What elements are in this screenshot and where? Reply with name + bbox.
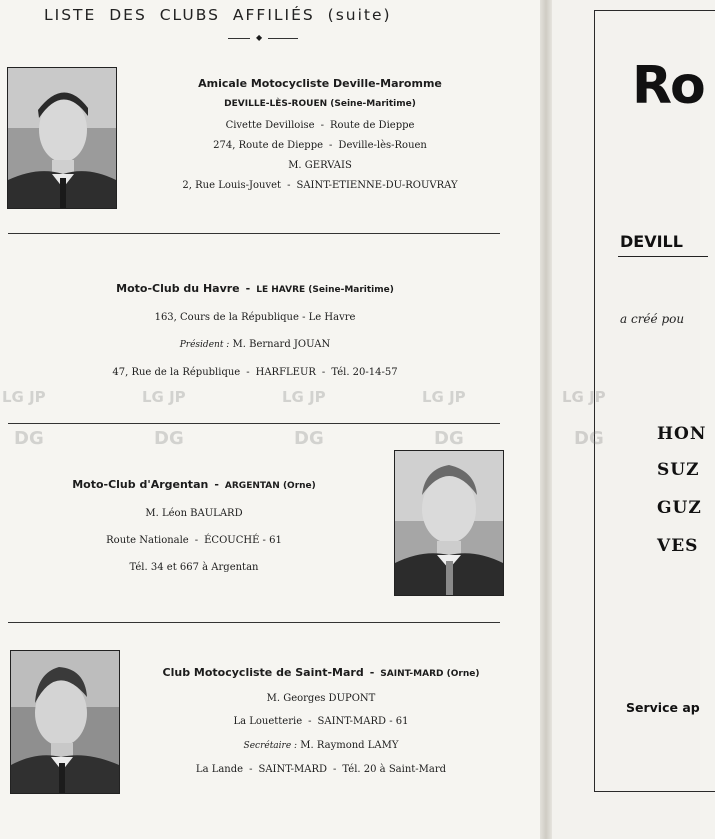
club4-address [125, 715, 517, 728]
watermark-mark: DG [574, 428, 604, 449]
club3-portrait-photo [394, 450, 504, 596]
dash: - [321, 367, 326, 378]
dash: - [214, 478, 219, 491]
club2-header [30, 282, 480, 297]
club4-role: Secrétaire : [243, 741, 298, 751]
club1-portrait-photo [7, 67, 117, 209]
club3-line2-b: ÉCOUCHÉ - 61 [204, 535, 282, 546]
club1-line4-b: SAINT-ETIENNE-DU-ROUVRAY [296, 180, 458, 191]
club2-president-name: M. Bernard JOUAN [232, 339, 331, 350]
advert-heading: Ro [632, 56, 704, 116]
club3-contact-name: M. Léon BAULARD [145, 508, 243, 519]
dash: - [308, 716, 312, 727]
club3-address [14, 534, 374, 547]
watermark-logo: LG JP [142, 388, 186, 406]
watermark-logo: LG JP [2, 388, 46, 406]
watermark-band [0, 388, 700, 448]
club1-line2-a: 274, Route de Dieppe [213, 140, 324, 151]
advert-script-text: a créé pou [620, 312, 685, 326]
dash: - [320, 120, 324, 131]
dash: - [369, 666, 375, 679]
club3-name: Moto-Club d'Argentan [72, 478, 209, 491]
watermark-mark: DG [294, 428, 324, 449]
dash: - [245, 282, 251, 295]
dash: - [246, 367, 250, 378]
club4-line2-a: La Louetterie [233, 716, 303, 727]
advert-footer: Service ap [626, 700, 700, 715]
club3-header [14, 478, 374, 493]
club1-address-line2 [130, 139, 510, 152]
dash: - [329, 140, 333, 151]
club4-line4-a: La Lande [195, 764, 244, 775]
advert-brand: SUZ [657, 460, 700, 480]
dash: - [194, 535, 199, 546]
club4-line4-c: Tél. 20 à Saint-Mard [342, 764, 447, 775]
club2-role: Président : [179, 340, 230, 350]
club4-line4-b: SAINT-MARD [258, 764, 328, 775]
club3-line2-a: Route Nationale [106, 535, 189, 546]
club4-contact-name: M. Georges DUPONT [266, 693, 376, 704]
advert-brand: HON [657, 424, 707, 444]
divider [8, 233, 500, 234]
title-ornament: ◆ [228, 38, 298, 40]
club4-city: SAINT-MARD (Orne) [380, 669, 480, 679]
club2-line3-a: 47, Rue de la République [112, 367, 241, 378]
watermark-logo: LG JP [422, 388, 466, 406]
divider [8, 622, 500, 623]
dash: - [287, 180, 291, 191]
club2-line3-b: HARFLEUR [255, 367, 316, 378]
club3-phone: Tél. 34 et 667 à Argentan [129, 562, 259, 573]
club1-name: Amicale Motocycliste Deville-Maromme [198, 77, 442, 90]
club2-city: LE HAVRE (Seine-Maritime) [256, 285, 394, 295]
club1-contact-name: M. GERVAIS [288, 160, 352, 171]
watermark-logo: LG JP [282, 388, 326, 406]
watermark-logo: LG JP [562, 388, 606, 406]
club1-line1-a: Civette Devilloise [225, 120, 315, 131]
club2-president [30, 338, 480, 352]
club4-header [125, 666, 517, 681]
club1-address-line1 [130, 119, 510, 132]
advert-location-underline [618, 256, 708, 257]
watermark-mark: DG [14, 428, 44, 449]
club3-city: ARGENTAN (Orne) [224, 481, 316, 491]
club4-line2-b: SAINT-MARD - 61 [317, 716, 409, 727]
club2-address: 163, Cours de la République - Le Havre [154, 312, 356, 323]
watermark-mark: DG [434, 428, 464, 449]
advert-brand: GUZ [657, 498, 702, 518]
dash: - [333, 764, 337, 775]
club2-line3-c: Tél. 20-14-57 [331, 367, 398, 378]
club4-secretary-name: M. Raymond LAMY [300, 740, 399, 751]
club1-line1-b: Route de Dieppe [329, 120, 415, 131]
club1-contact-address [130, 179, 510, 192]
club2-contact-address [30, 366, 480, 379]
club4-portrait-photo [10, 650, 120, 794]
advert-location: DEVILL [620, 232, 683, 251]
club2-name: Moto-Club du Havre [116, 282, 240, 295]
club1-line2-b: Deville-lès-Rouen [338, 140, 427, 151]
club1-line4-a: 2, Rue Louis-Jouvet [182, 180, 282, 191]
club4-secretary [125, 739, 517, 753]
club4-contact-address [125, 763, 517, 776]
club4-name: Club Motocycliste de Saint-Mard [162, 666, 364, 679]
page-title: LISTE DES CLUBS AFFILIÉS (suite) [44, 6, 392, 24]
dash: - [249, 764, 253, 775]
club1-city: DEVILLE-LÈS-ROUEN (Seine-Maritime) [224, 99, 416, 109]
advert-brand: VES [657, 536, 699, 556]
watermark-mark: DG [154, 428, 184, 449]
